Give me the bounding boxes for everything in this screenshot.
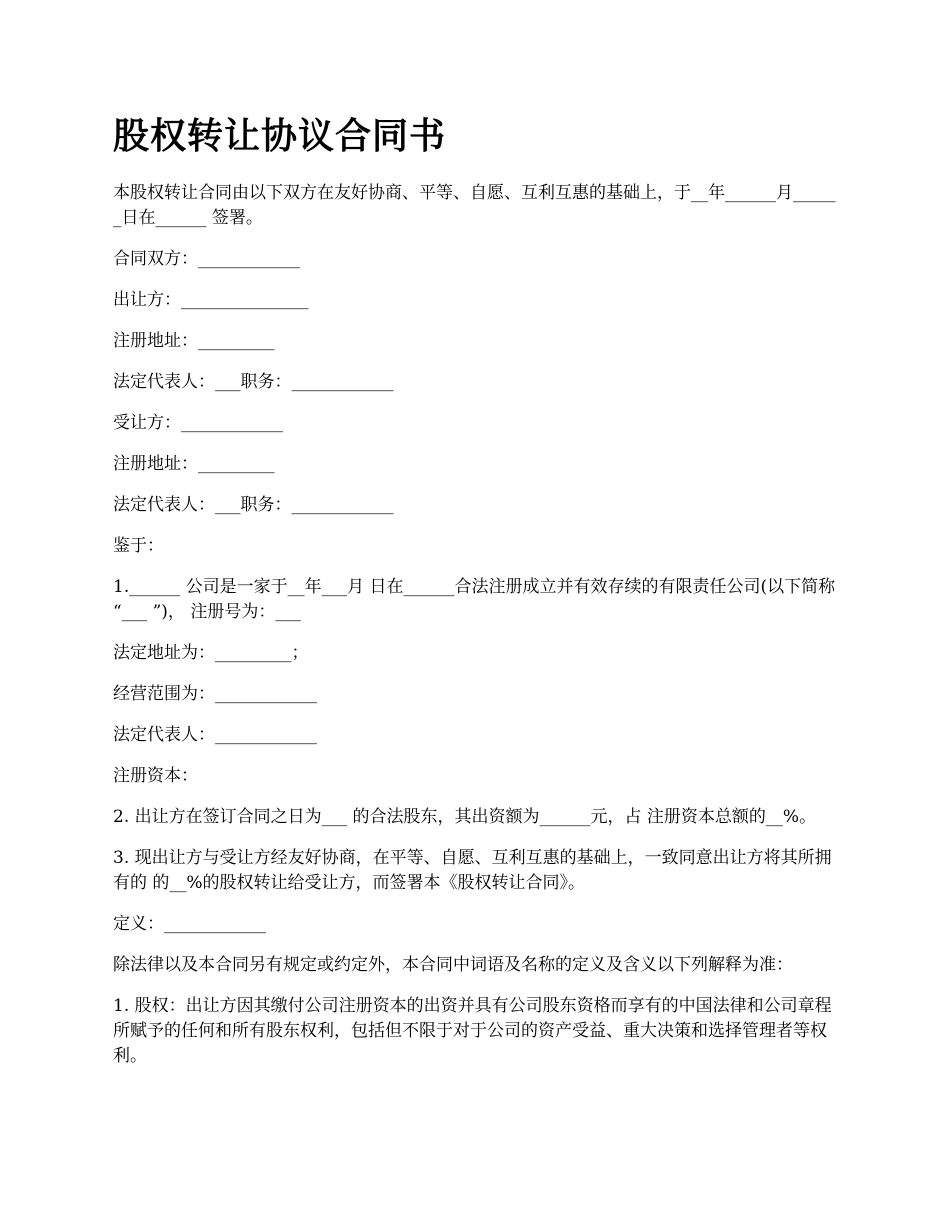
registered-capital-line: 注册资本：: [113, 766, 198, 786]
intro-paragraph: 本股权转让合同由以下双方在友好协商、平等、自愿、互利互惠的基础上，于__年______月______日在______ 签署。: [113, 183, 836, 228]
document-page: [113, 113, 843, 1085]
definition-equity: 1. 股权：出让方因其缴付公司注册资本的出资并具有公司股东资格而享有的中国法律和公司章程所赋予的任何和所有股东权利，包括但不限于对于公司的资产受益、重大决策和选择管理者等权利。: [113, 996, 832, 1066]
whereas-clause-3: 3. 现出让方与受让方经友好协商，在平等、自愿、互利互惠的基础上，一致同意出让方将其所拥有的 的__%的股权转让给受让方，而签署本《股权转让合同》。: [113, 848, 832, 893]
document-title: 股权转让协议合同书: [113, 116, 447, 157]
transferor-address-line: 注册地址：_________: [113, 331, 275, 351]
definition-heading: 定义：____________: [113, 914, 266, 934]
transferor-representative-line: 法定代表人：___职务：____________: [113, 372, 394, 392]
transferor-line: 出让方：_______________: [113, 290, 309, 310]
transferee-representative-line: 法定代表人：___职务：____________: [113, 495, 394, 515]
whereas-clause-1: 1.______ 公司是一家于__年___月 日在______合法注册成立并有效存续的有限责任公司(以下简称 “___ ”)， 注册号为：___: [113, 577, 836, 622]
transferee-line: 受让方：____________: [113, 413, 283, 433]
contract-parties-line: 合同双方：____________: [113, 249, 300, 269]
definition-intro: 除法律以及本合同另有规定或约定外，本合同中词语及名称的定义及含义以下列解释为准：: [113, 955, 793, 975]
transferee-address-line: 注册地址：_________: [113, 454, 275, 474]
whereas-heading: 鉴于：: [113, 536, 164, 556]
business-scope-line: 经营范围为：____________: [113, 684, 317, 704]
company-representative-line: 法定代表人：____________: [113, 725, 317, 745]
legal-address-line: 法定地址为：_________；: [113, 643, 309, 663]
whereas-clause-2: 2. 出让方在签订合同之日为___ 的合法股东，其出资额为______元，占 注册资本总额的__%。: [113, 807, 817, 827]
